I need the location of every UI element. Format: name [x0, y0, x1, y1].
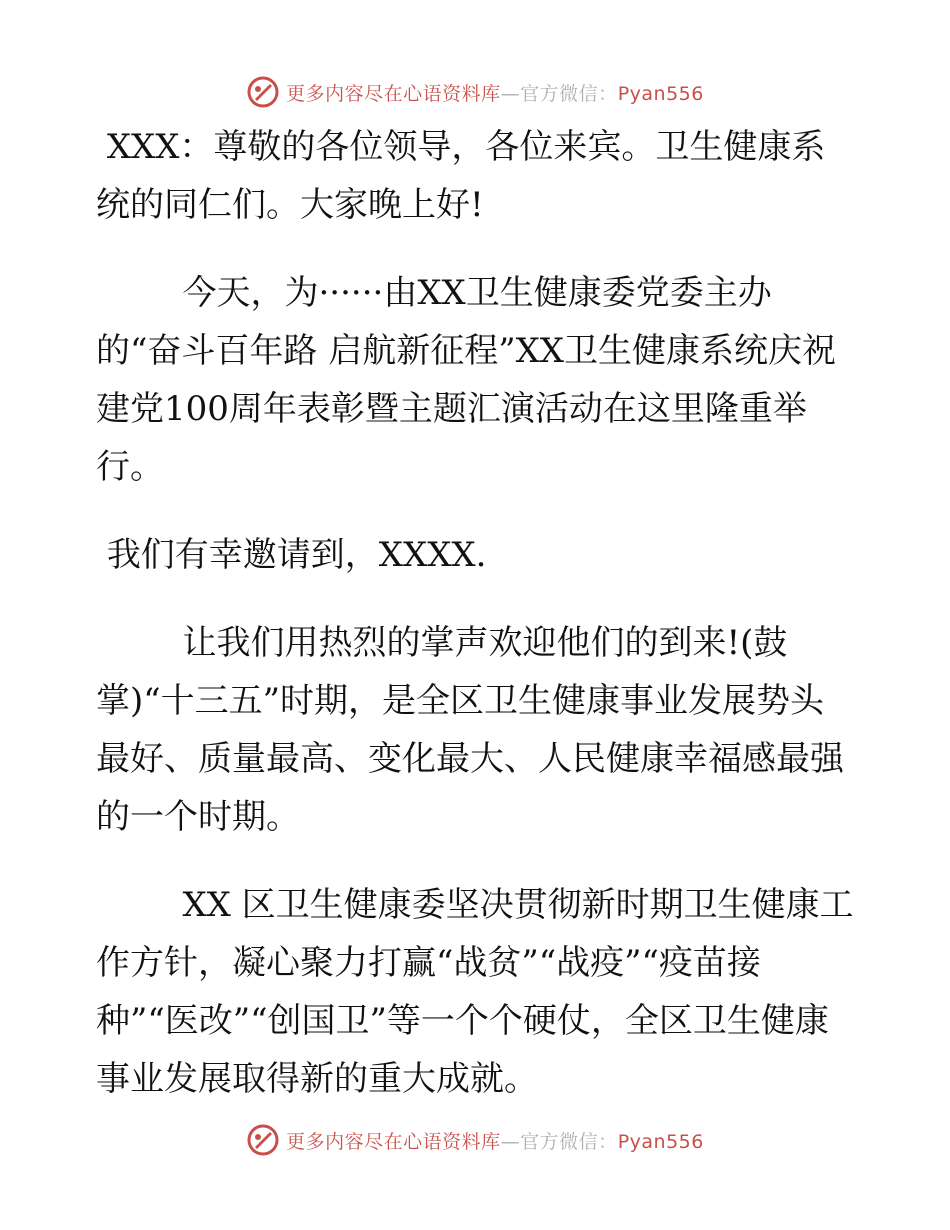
- paragraph-opening: 今天，为······由XX卫生健康委党委主办的“奋斗百年路 启航新征程”XX卫生健康系统庆祝建党100周年表彰暨主题汇演活动在这里隆重举行。: [96, 273, 836, 487]
- watermark-text: 更多内容尽在心语资料库—官方微信：Pyan556: [286, 82, 704, 105]
- paragraph-achievements: XX 区卫生健康委坚决贯彻新时期卫生健康工作方针，凝心聚力打赢“战贫”“战疫”“疫苗接种”“医改”“创国卫”等一个个硬仗，全区卫生健康事业发展取得新的重大成就。: [96, 885, 854, 1099]
- paragraph-guests: 我们有幸邀请到，XXXX.: [96, 535, 487, 575]
- library-logo-icon: [246, 1123, 280, 1157]
- speech-body: [96, 118, 856, 1122]
- header-watermark: [0, 72, 950, 112]
- footer-watermark: [0, 1120, 950, 1160]
- paragraph-welcome: 让我们用热烈的掌声欢迎他们的到来!(鼓掌)“十三五”时期，是全区卫生健康事业发展势头最好、质量最高、变化最大、人民健康幸福感最强的一个时期。: [96, 623, 844, 837]
- paragraph-greeting: XXX：尊敬的各位领导，各位来宾。卫生健康系统的同仁们。大家晚上好!: [96, 127, 826, 225]
- watermark-text: 更多内容尽在心语资料库—官方微信：Pyan556: [286, 1130, 704, 1153]
- library-logo-icon: [246, 75, 280, 109]
